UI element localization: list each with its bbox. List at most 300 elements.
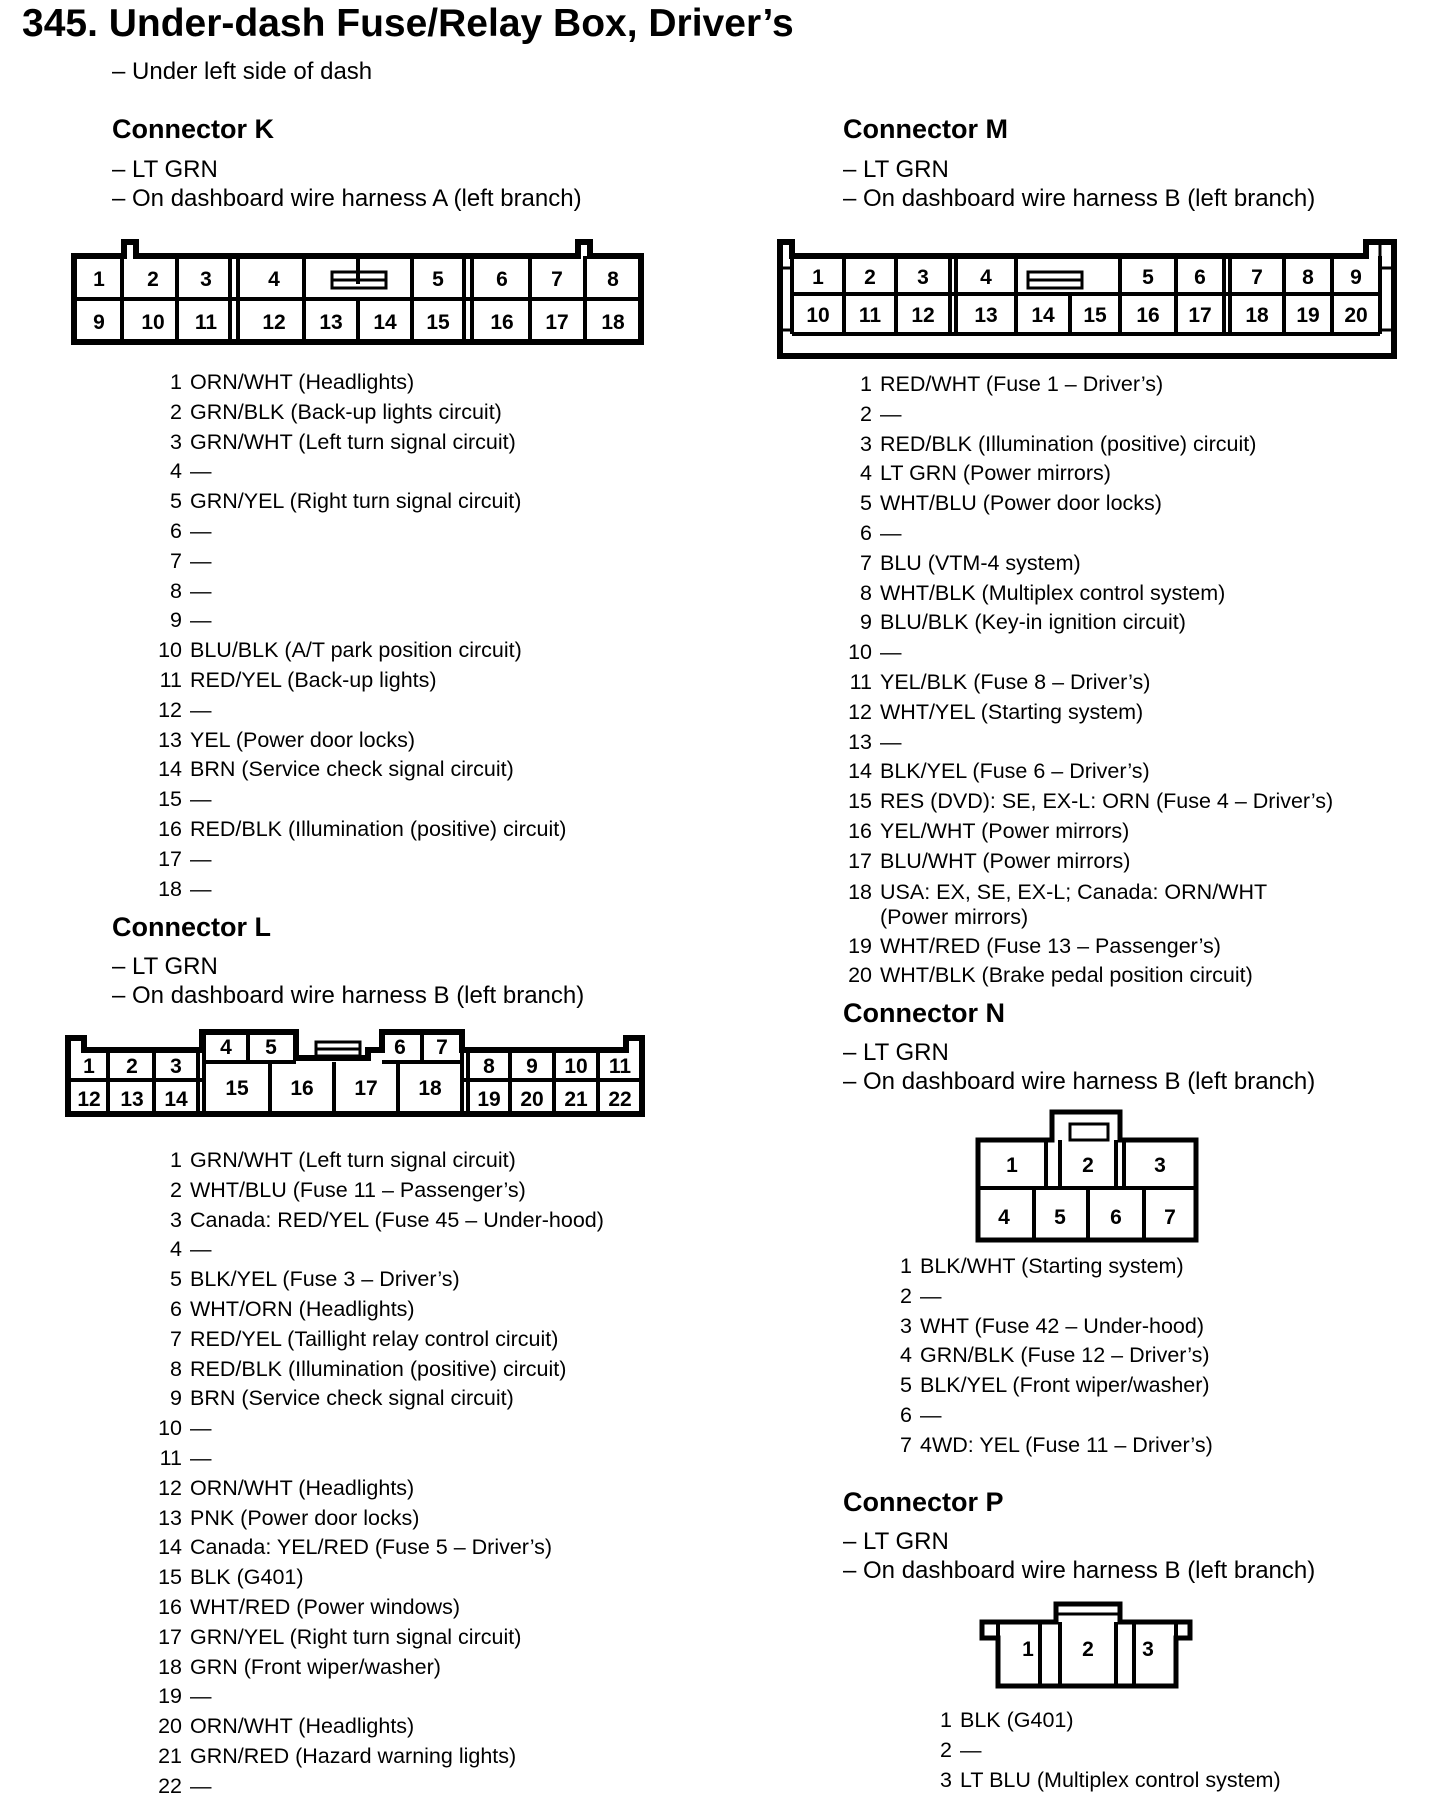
- pin-description: —: [190, 1445, 212, 1470]
- pin-number: 14: [158, 757, 182, 782]
- pin-number: 1: [940, 1708, 952, 1732]
- pin-number: 4: [170, 459, 182, 484]
- pin-label: 6: [496, 268, 508, 291]
- pin-row: [170, 1146, 604, 1176]
- pin-row: [900, 1341, 1213, 1371]
- pin-number: 10: [158, 1416, 182, 1441]
- pin-number: 16: [158, 1594, 182, 1619]
- pin-row: [170, 1384, 604, 1414]
- pin-row: [860, 400, 1333, 430]
- pin-number: 5: [860, 491, 872, 516]
- connector-m-color: – LT GRN: [843, 156, 949, 183]
- pin-label: 17: [545, 311, 569, 334]
- pin-row: [900, 1312, 1213, 1342]
- pin-label: 12: [262, 311, 286, 334]
- pin-row: [158, 1414, 604, 1444]
- pin-label: 15: [1083, 304, 1107, 327]
- pin-description: —: [190, 1237, 212, 1262]
- pin-label: 11: [608, 1055, 632, 1078]
- pin-label: 6: [1110, 1206, 1122, 1229]
- pin-description: Canada: RED/YEL (Fuse 45 – Under-hood): [190, 1207, 604, 1232]
- pin-number: 10: [848, 640, 872, 665]
- pin-row: [158, 1742, 604, 1772]
- pin-number: 13: [848, 729, 872, 754]
- pin-description: BLU (VTM-4 system): [880, 550, 1081, 575]
- pin-number: 2: [940, 1737, 952, 1762]
- pin-row: [848, 932, 1333, 962]
- pin-number: 7: [860, 550, 872, 575]
- pin-row: [860, 430, 1333, 460]
- pin-label: 19: [1296, 304, 1320, 327]
- pin-row: [159, 666, 566, 696]
- pin-description: WHT/RED (Fuse 13 – Passenger’s): [880, 933, 1221, 958]
- pin-number: 7: [900, 1432, 912, 1457]
- pin-label: 1: [1006, 1154, 1018, 1177]
- pin-description: WHT/BLK (Multiplex control system): [880, 580, 1226, 605]
- pin-row: [170, 487, 566, 517]
- connector-k-diagram: [66, 236, 650, 349]
- pin-description: GRN/RED (Hazard warning lights): [190, 1743, 517, 1768]
- pin-number: 4: [170, 1237, 182, 1262]
- connector-p-color: – LT GRN: [843, 1528, 949, 1555]
- pin-description: RES (DVD): SE, EX-L: ORN (Fuse 4 – Driver’s): [880, 789, 1334, 814]
- pin-row: [170, 1235, 604, 1265]
- pin-row: [860, 608, 1333, 638]
- pin-description: WHT/BLK (Brake pedal position circuit): [880, 963, 1253, 988]
- pin-row: [159, 1444, 604, 1474]
- pin-row: [170, 1355, 604, 1385]
- pin-label: 15: [225, 1077, 249, 1100]
- pin-number: 3: [170, 429, 182, 454]
- pin-description: YEL (Power door locks): [190, 727, 416, 752]
- connector-m-title: Connector M: [843, 114, 1008, 144]
- pin-label: 18: [1245, 304, 1269, 327]
- pin-number: 3: [860, 431, 872, 456]
- pin-label: 4: [220, 1036, 232, 1059]
- pin-number: 18: [158, 1654, 182, 1679]
- connector-n-location: – On dashboard wire harness B (left branch): [843, 1068, 1316, 1095]
- pin-label: 13: [319, 311, 343, 334]
- pin-row: [860, 370, 1333, 400]
- pin-row: [900, 1252, 1213, 1282]
- connector-l-color: – LT GRN: [112, 953, 218, 980]
- pin-label: 4: [980, 266, 992, 289]
- pin-description: —: [920, 1283, 942, 1308]
- pin-label: 9: [526, 1055, 538, 1078]
- pin-number: 18: [158, 876, 182, 901]
- pin-description: ORN/WHT (Headlights): [190, 1475, 415, 1500]
- pin-description: BLK (G401): [960, 1708, 1074, 1732]
- pin-description: BRN (Service check signal circuit): [190, 1386, 514, 1411]
- pin-number: 6: [900, 1402, 912, 1427]
- pin-row: [170, 606, 566, 636]
- pin-row: [170, 577, 566, 607]
- pin-row: [860, 579, 1333, 609]
- pin-row: [170, 547, 566, 577]
- connector-n-title: Connector N: [843, 998, 1005, 1028]
- pin-description: GRN/BLK (Fuse 12 – Driver’s): [920, 1343, 1210, 1368]
- pin-description: GRN/YEL (Right turn signal circuit): [190, 489, 522, 514]
- pin-row: [158, 636, 566, 666]
- pin-description: —: [190, 608, 212, 633]
- pin-description: RED/BLK (Illumination (positive) circuit): [880, 431, 1257, 456]
- pin-label: 7: [436, 1036, 448, 1059]
- pin-row: [158, 785, 566, 815]
- pin-number: 5: [170, 1267, 182, 1292]
- pin-number: 17: [848, 848, 872, 873]
- pin-number: 12: [158, 697, 182, 722]
- pin-row: [158, 1623, 604, 1653]
- pin-label: 2: [1082, 1154, 1094, 1177]
- pin-label: 4: [268, 268, 280, 291]
- pin-label: 7: [1164, 1206, 1176, 1229]
- pin-row: [158, 1504, 604, 1534]
- connector-m-diagram: [776, 238, 1398, 360]
- pin-number: 16: [158, 816, 182, 841]
- pin-row: [860, 519, 1333, 549]
- pin-row: [900, 1401, 1213, 1431]
- pin-label: 21: [564, 1088, 588, 1111]
- pin-description: RED/WHT (Fuse 1 – Driver’s): [880, 372, 1164, 396]
- pin-description: —: [190, 518, 212, 543]
- pin-description: 4WD: YEL (Fuse 11 – Driver’s): [920, 1432, 1213, 1457]
- pin-description: RED/YEL (Taillight relay control circuit): [190, 1326, 559, 1351]
- pin-number: 3: [900, 1313, 912, 1338]
- pin-description: ORN/WHT (Headlights): [190, 370, 415, 394]
- pin-label: 16: [1136, 304, 1160, 327]
- pin-label: 22: [608, 1088, 632, 1111]
- pin-row: [158, 1712, 604, 1742]
- pin-label: 5: [1054, 1206, 1066, 1229]
- connector-m-pin-list: [848, 370, 1334, 991]
- pin-description: LT GRN (Power mirrors): [880, 461, 1111, 486]
- pin-label: 8: [607, 268, 619, 291]
- pin-label: 19: [477, 1088, 501, 1111]
- pin-label: 8: [483, 1055, 495, 1078]
- pin-label: 1: [83, 1055, 95, 1078]
- pin-row: [158, 1474, 604, 1504]
- pin-description: YEL/WHT (Power mirrors): [880, 818, 1130, 843]
- pin-description: —: [880, 520, 902, 545]
- pin-row: [158, 1563, 604, 1593]
- pin-number: 9: [860, 610, 872, 635]
- pin-row: [900, 1371, 1213, 1401]
- pin-number: 1: [900, 1254, 912, 1278]
- pin-description: LT BLU (Multiplex control system): [960, 1767, 1281, 1792]
- pin-row: [900, 1282, 1213, 1312]
- pin-row: [848, 877, 1333, 932]
- pin-description: WHT/ORN (Headlights): [190, 1296, 415, 1321]
- pin-label: 18: [418, 1077, 442, 1100]
- pin-description: BLK/YEL (Fuse 6 – Driver’s): [880, 759, 1150, 784]
- pin-label: 7: [1251, 266, 1263, 289]
- connector-k-title: Connector K: [112, 114, 274, 144]
- pin-label: 18: [601, 311, 625, 334]
- pin-description: BLK/YEL (Fuse 3 – Driver’s): [190, 1267, 460, 1292]
- pin-label: 9: [1350, 266, 1362, 289]
- pin-label: 11: [858, 304, 882, 327]
- pin-number: 4: [900, 1343, 912, 1368]
- pin-label: 20: [1344, 304, 1368, 327]
- pin-label: 1: [93, 268, 105, 291]
- pin-label: 2: [147, 268, 159, 291]
- pin-description: BLU/BLK (Key-in ignition circuit): [880, 610, 1186, 635]
- pin-label: 3: [1154, 1154, 1166, 1177]
- pin-description-continued: (Power mirrors): [880, 904, 1029, 929]
- pin-description: WHT/BLU (Fuse 11 – Passenger’s): [190, 1177, 526, 1202]
- pin-description: BLK (G401): [190, 1565, 304, 1590]
- connector-p-location: – On dashboard wire harness B (left branch): [843, 1557, 1316, 1584]
- pin-row: [940, 1706, 1281, 1736]
- pin-label: 15: [426, 311, 450, 334]
- pin-description: WHT/BLU (Power door locks): [880, 491, 1162, 516]
- pin-description: ORN/WHT (Headlights): [190, 1714, 415, 1739]
- pin-description: BRN (Service check signal circuit): [190, 757, 514, 782]
- pin-number: 13: [158, 727, 182, 752]
- page-subtitle: – Under left side of dash: [112, 58, 373, 85]
- pin-number: 11: [159, 667, 182, 692]
- pin-number: 2: [860, 401, 872, 426]
- connector-p-diagram: [978, 1598, 1194, 1690]
- pin-number: 17: [158, 846, 182, 871]
- pin-number: 8: [170, 578, 182, 603]
- pin-description: WHT/RED (Power windows): [190, 1594, 460, 1619]
- pin-number: 1: [170, 370, 182, 394]
- pin-description: —: [920, 1402, 942, 1427]
- pin-label: 16: [290, 1077, 314, 1100]
- pin-row: [940, 1766, 1281, 1796]
- pin-label: 5: [1142, 266, 1154, 289]
- connector-n-color: – LT GRN: [843, 1039, 949, 1066]
- connector-k-pin-list: [158, 368, 567, 904]
- pin-row: [170, 1265, 604, 1295]
- connector-k-location: – On dashboard wire harness A (left branch): [112, 185, 582, 212]
- pin-number: 12: [848, 699, 872, 724]
- pin-number: 8: [170, 1356, 182, 1381]
- pin-number: 1: [170, 1148, 182, 1172]
- pin-number: 6: [860, 520, 872, 545]
- pin-description: —: [880, 640, 902, 665]
- connector-l-diagram: [64, 1026, 648, 1118]
- pin-description: —: [190, 1773, 212, 1798]
- connector-p-title: Connector P: [843, 1487, 1004, 1517]
- pin-row: [158, 815, 567, 845]
- pin-label: 16: [490, 311, 514, 334]
- pin-number: 16: [848, 818, 872, 843]
- connector-l-location: – On dashboard wire harness B (left branch): [112, 982, 585, 1009]
- pin-description: —: [190, 697, 212, 722]
- pin-number: 8: [860, 580, 872, 605]
- pin-row: [940, 1736, 1281, 1766]
- pin-label: 11: [194, 311, 218, 334]
- pin-description: —: [190, 1684, 212, 1709]
- pin-number: 19: [158, 1684, 182, 1709]
- pin-number: 15: [158, 787, 182, 812]
- pin-row: [848, 817, 1333, 847]
- pin-description: RED/YEL (Back-up lights): [190, 667, 437, 692]
- pin-label: 17: [1188, 304, 1212, 327]
- pin-row: [848, 787, 1334, 817]
- pin-label: 13: [120, 1088, 144, 1111]
- pin-row: [158, 1772, 604, 1802]
- pin-label: 3: [917, 266, 929, 289]
- pin-number: 3: [940, 1767, 952, 1792]
- pin-row: [158, 845, 566, 875]
- pin-label: 14: [1031, 304, 1055, 327]
- pin-row: [170, 457, 566, 487]
- pin-number: 15: [848, 789, 872, 814]
- pin-number: 17: [158, 1624, 182, 1649]
- pin-row: [170, 428, 566, 458]
- pin-row: [158, 1593, 604, 1623]
- connector-n-pin-list: [900, 1252, 1213, 1461]
- pin-number: 5: [900, 1373, 912, 1398]
- pin-label: 4: [998, 1206, 1010, 1229]
- pin-description: Canada: YEL/RED (Fuse 5 – Driver’s): [190, 1535, 553, 1560]
- pin-number: 13: [158, 1505, 182, 1530]
- pin-row: [860, 549, 1333, 579]
- pin-number: 20: [158, 1714, 182, 1739]
- pin-label: 10: [141, 311, 165, 334]
- pin-number: 19: [848, 933, 872, 958]
- pin-description: —: [190, 1416, 212, 1441]
- connector-l-title: Connector L: [112, 912, 271, 942]
- pin-label: 1: [1022, 1638, 1034, 1661]
- pin-row: [170, 1295, 604, 1325]
- connector-n-diagram: [974, 1108, 1202, 1244]
- pin-row: [170, 368, 566, 398]
- pin-row: [848, 847, 1333, 877]
- pin-number: 2: [170, 399, 182, 424]
- pin-row: [158, 1533, 604, 1563]
- pin-number: 6: [170, 518, 182, 543]
- pin-number: 7: [170, 548, 182, 573]
- pin-label: 3: [170, 1055, 182, 1078]
- pin-label: 8: [1302, 266, 1314, 289]
- pin-number: 2: [170, 1177, 182, 1202]
- pin-row: [848, 728, 1333, 758]
- pin-row: [860, 459, 1333, 489]
- pin-row: [848, 638, 1333, 668]
- connector-k-color: – LT GRN: [112, 156, 218, 183]
- pin-label: 12: [911, 304, 935, 327]
- pin-number: 5: [170, 489, 182, 514]
- pin-row: [170, 1206, 604, 1236]
- pin-label: 13: [974, 304, 998, 327]
- pin-label: 5: [265, 1036, 277, 1059]
- pin-number: 20: [848, 963, 872, 988]
- pin-row: [849, 668, 1333, 698]
- pin-label: 7: [551, 268, 563, 291]
- pin-description: WHT/YEL (Starting system): [880, 699, 1144, 724]
- pin-label: 9: [93, 311, 105, 334]
- pin-description: RED/BLK (Illumination (positive) circuit): [190, 1356, 567, 1381]
- pin-number: 9: [170, 608, 182, 633]
- pin-description: BLU/BLK (A/T park position circuit): [190, 638, 522, 663]
- pin-description: PNK (Power door locks): [190, 1505, 420, 1530]
- connector-m-location: – On dashboard wire harness B (left branch): [843, 185, 1316, 212]
- pin-description: —: [880, 729, 902, 754]
- pin-number: 12: [158, 1475, 182, 1500]
- pin-number: 18: [848, 879, 872, 904]
- pin-number: 11: [159, 1445, 182, 1470]
- pin-label: 14: [164, 1088, 188, 1111]
- pin-row: [170, 1325, 604, 1355]
- connector-p-pin-list: [940, 1706, 1281, 1795]
- pin-row: [860, 489, 1333, 519]
- pin-label: 10: [806, 304, 830, 327]
- pin-number: 14: [848, 759, 872, 784]
- pin-number: 15: [158, 1565, 182, 1590]
- pin-description: —: [190, 846, 212, 871]
- pin-description: —: [880, 401, 902, 426]
- pin-row: [158, 755, 566, 785]
- page-title: 345. Under-dash Fuse/Relay Box, Driver’s: [22, 2, 794, 45]
- pin-description: GRN/BLK (Back-up lights circuit): [190, 399, 502, 424]
- pin-description: —: [960, 1737, 982, 1762]
- pin-description: RED/BLK (Illumination (positive) circuit): [190, 816, 567, 841]
- pin-number: 9: [170, 1386, 182, 1411]
- pin-row: [158, 1682, 604, 1712]
- pin-description: BLK/WHT (Starting system): [920, 1254, 1184, 1278]
- pin-label: 3: [1142, 1638, 1154, 1661]
- pin-label: 2: [126, 1055, 138, 1078]
- pin-description: —: [190, 578, 212, 603]
- pin-row: [158, 1653, 604, 1683]
- pin-description: GRN (Front wiper/washer): [190, 1654, 441, 1679]
- pin-row: [170, 1176, 604, 1206]
- pin-row: [158, 696, 566, 726]
- connector-l-pin-list: [158, 1146, 604, 1802]
- pin-row: [158, 875, 566, 905]
- pin-row: [848, 757, 1333, 787]
- pin-row: [900, 1431, 1213, 1461]
- pin-label: 5: [432, 268, 444, 291]
- pin-row: [158, 726, 566, 756]
- pin-description: YEL/BLK (Fuse 8 – Driver’s): [880, 669, 1151, 694]
- pin-label: 17: [354, 1077, 378, 1100]
- pin-row: [170, 398, 566, 428]
- pin-label: 10: [564, 1055, 588, 1078]
- pin-label: 2: [864, 266, 876, 289]
- pin-description: —: [190, 787, 212, 812]
- pin-number: 11: [849, 669, 872, 694]
- pin-number: 22: [158, 1773, 182, 1798]
- pin-description: —: [190, 459, 212, 484]
- pin-label: 3: [200, 268, 212, 291]
- pin-number: 2: [900, 1283, 912, 1308]
- pin-number: 10: [158, 638, 182, 663]
- pin-label: 14: [373, 311, 397, 334]
- pin-label: 1: [812, 266, 824, 289]
- pin-description: BLU/WHT (Power mirrors): [880, 848, 1131, 873]
- pin-label: 6: [394, 1036, 406, 1059]
- pin-row: [170, 517, 566, 547]
- pin-label: 12: [77, 1088, 101, 1111]
- pin-description: GRN/WHT (Left turn signal circuit): [190, 1148, 516, 1172]
- pin-description: —: [190, 876, 212, 901]
- pin-description: USA: EX, SE, EX-L; Canada: ORN/WHT: [880, 879, 1268, 904]
- pin-row: [848, 698, 1333, 728]
- pin-row: [848, 961, 1333, 991]
- pin-description: WHT (Fuse 42 – Under-hood): [920, 1313, 1204, 1338]
- pin-label: 6: [1194, 266, 1206, 289]
- pin-number: 1: [860, 372, 872, 396]
- pin-number: 6: [170, 1296, 182, 1321]
- pin-description: BLK/YEL (Front wiper/washer): [920, 1373, 1210, 1398]
- pin-description: GRN/YEL (Right turn signal circuit): [190, 1624, 522, 1649]
- pin-number: 3: [170, 1207, 182, 1232]
